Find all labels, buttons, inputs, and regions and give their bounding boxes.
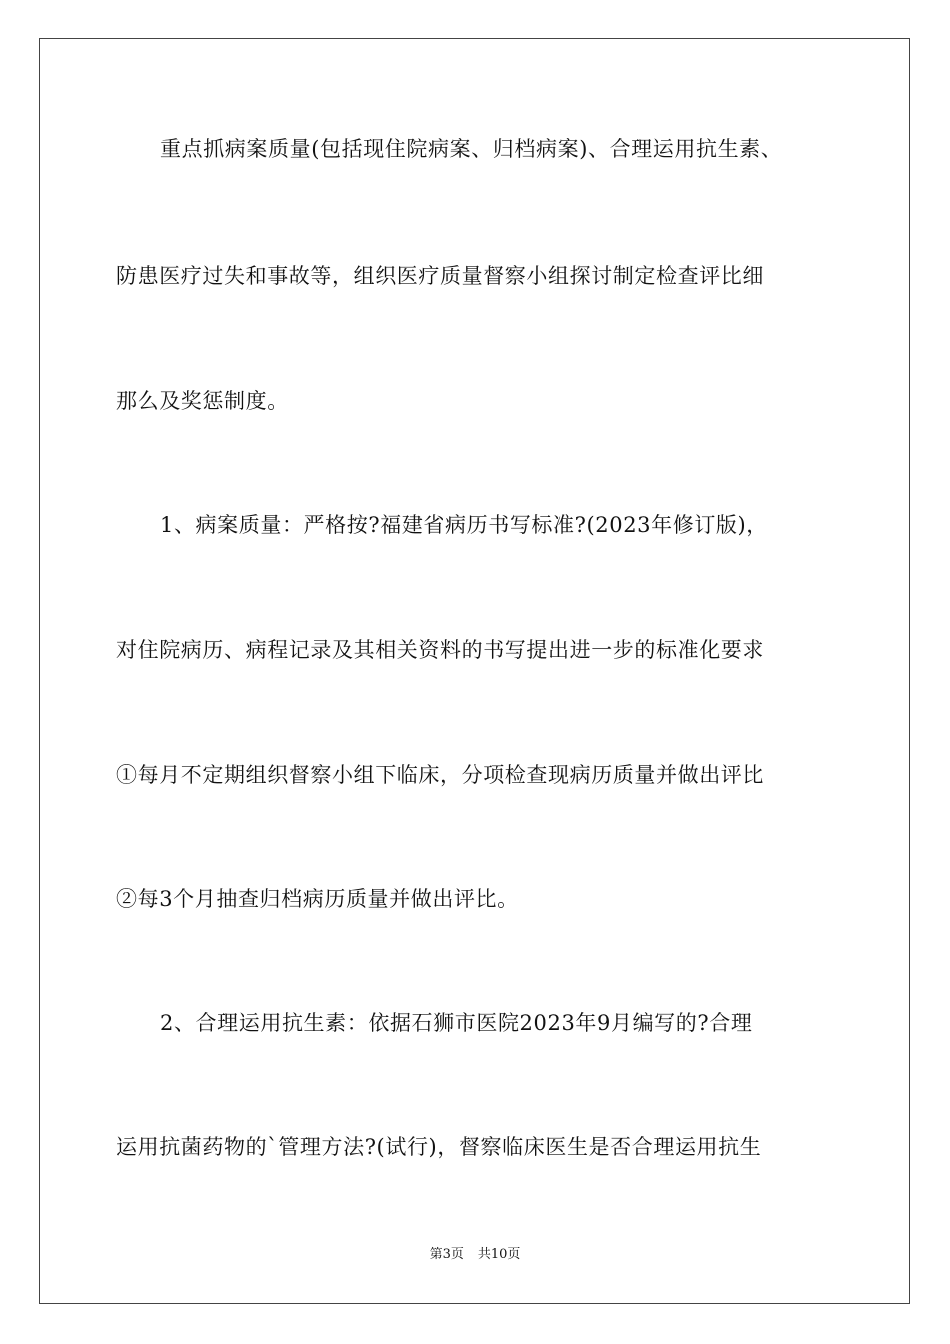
paragraph-line-9: 运用抗菌药物的`管理方法?(试行)，督察临床医生是否合理运用抗生 xyxy=(116,1135,762,1159)
paragraph-line-2: 防患医疗过失和事故等，组织医疗质量督察小组探讨制定检查评比细 xyxy=(116,264,764,288)
paragraph-line-8: 2、合理运用抗生素：依据石狮市医院2023年9月编写的?合理 xyxy=(160,1011,753,1035)
paragraph-line-3: 那么及奖惩制度。 xyxy=(116,389,289,413)
page-number: 第3页 xyxy=(429,1247,464,1262)
paragraph-line-4: 1、病案质量：严格按?福建省病历书写标准?(2023年修订版)， xyxy=(160,513,768,537)
page-border xyxy=(39,38,910,1304)
paragraph-line-1: 重点抓病案质量(包括现住院病案、归档病案)、合理运用抗生素、 xyxy=(160,137,783,161)
paragraph-line-7: ②每3个月抽查归档病历质量并做出评比。 xyxy=(116,887,519,911)
page-total: 共10页 xyxy=(477,1247,521,1262)
paragraph-line-6: ①每月不定期组织督察小组下临床，分项检查现病历质量并做出评比 xyxy=(116,763,764,787)
paragraph-line-5: 对住院病历、病程记录及其相关资料的书写提出进一步的标准化要求 xyxy=(116,638,764,662)
page-footer xyxy=(0,1246,950,1264)
